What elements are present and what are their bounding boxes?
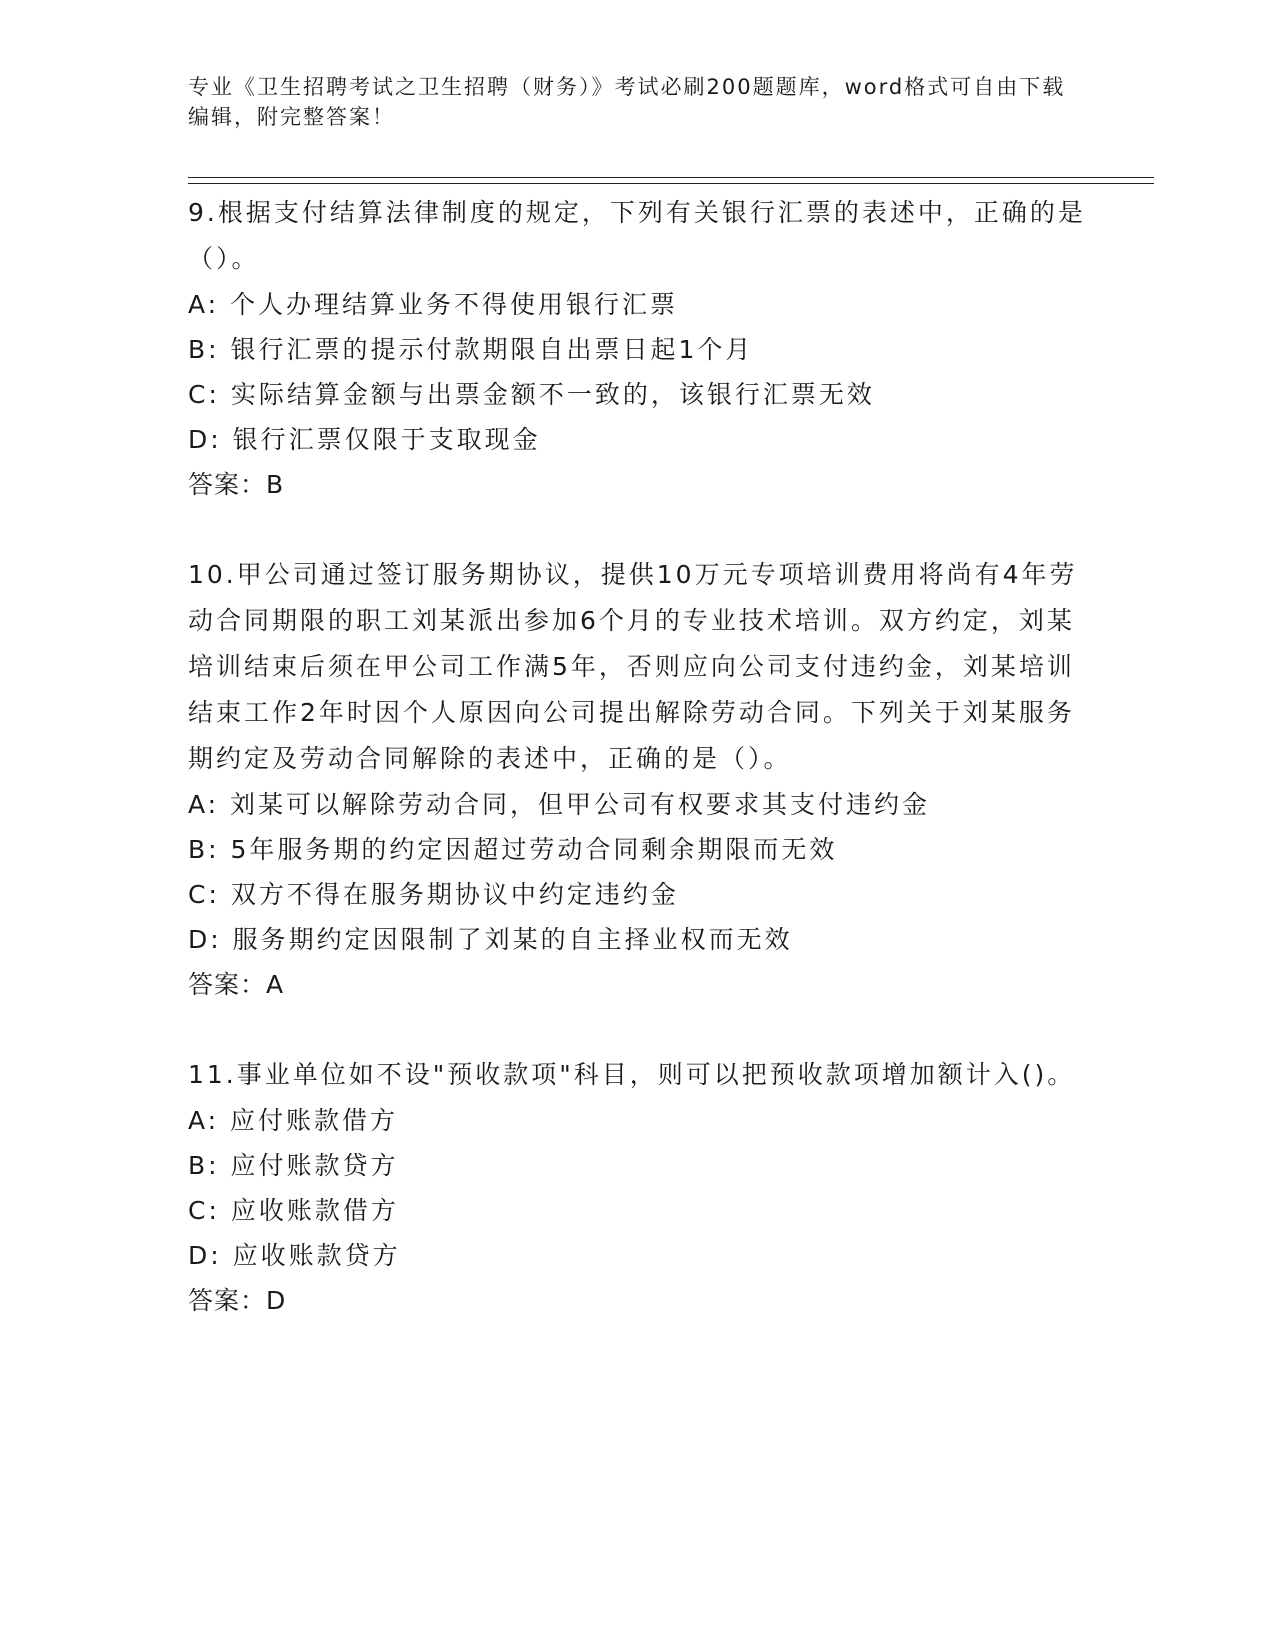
option-c: C: 双方不得在服务期协议中约定违约金 bbox=[188, 880, 679, 909]
answer: 答案：A bbox=[188, 970, 285, 999]
question-11 bbox=[188, 1052, 1088, 1323]
answer: 答案：B bbox=[188, 470, 285, 499]
page-header: 专业《卫生招聘考试之卫生招聘（财务）》考试必刷200题题库，word格式可自由下载编辑，附完整答案！ bbox=[188, 75, 1066, 129]
option-c: C: 应收账款借方 bbox=[188, 1196, 399, 1225]
option-d: D: 服务期约定因限制了刘某的自主择业权而无效 bbox=[188, 925, 793, 954]
question-text: 9.根据支付结算法律制度的规定，下列有关银行汇票的表述中，正确的是（）。 bbox=[188, 198, 1086, 273]
option-d: D: 应收账款贷方 bbox=[188, 1241, 401, 1270]
question-text: 10.甲公司通过签订服务期协议，提供10万元专项培训费用将尚有4年劳动合同期限的职工刘某派出参加6个月的专业技术培训。双方约定，刘某培训结束后须在甲公司工作满5年，否则应向公司支付违约金，刘某培训结束工作2年时因个人原因向公司提出解除劳动合同。下列关于刘某服务期约定及劳动合同解除的表述中，正确的是（）。 bbox=[188, 560, 1078, 773]
option-a: A: 个人办理结算业务不得使用银行汇票 bbox=[188, 290, 679, 319]
option-b: B: 应付账款贷方 bbox=[188, 1151, 399, 1180]
option-b: B: 5年服务期的约定因超过劳动合同剩余期限而无效 bbox=[188, 835, 838, 864]
question-list bbox=[188, 190, 1088, 1368]
option-a: A: 刘某可以解除劳动合同，但甲公司有权要求其支付违约金 bbox=[188, 790, 931, 819]
option-d: D: 银行汇票仅限于支取现金 bbox=[188, 425, 541, 454]
option-c: C: 实际结算金额与出票金额不一致的，该银行汇票无效 bbox=[188, 380, 875, 409]
answer: 答案：D bbox=[188, 1286, 287, 1315]
question-10 bbox=[188, 552, 1088, 1007]
header-divider-top bbox=[188, 177, 1154, 178]
header-divider-bottom bbox=[188, 183, 1154, 184]
question-text: 11.事业单位如不设"预收款项"科目，则可以把预收款项增加额计入()。 bbox=[188, 1060, 1076, 1089]
option-a: A: 应付账款借方 bbox=[188, 1106, 399, 1135]
option-b: B: 银行汇票的提示付款期限自出票日起1个月 bbox=[188, 335, 754, 364]
question-9 bbox=[188, 190, 1088, 507]
